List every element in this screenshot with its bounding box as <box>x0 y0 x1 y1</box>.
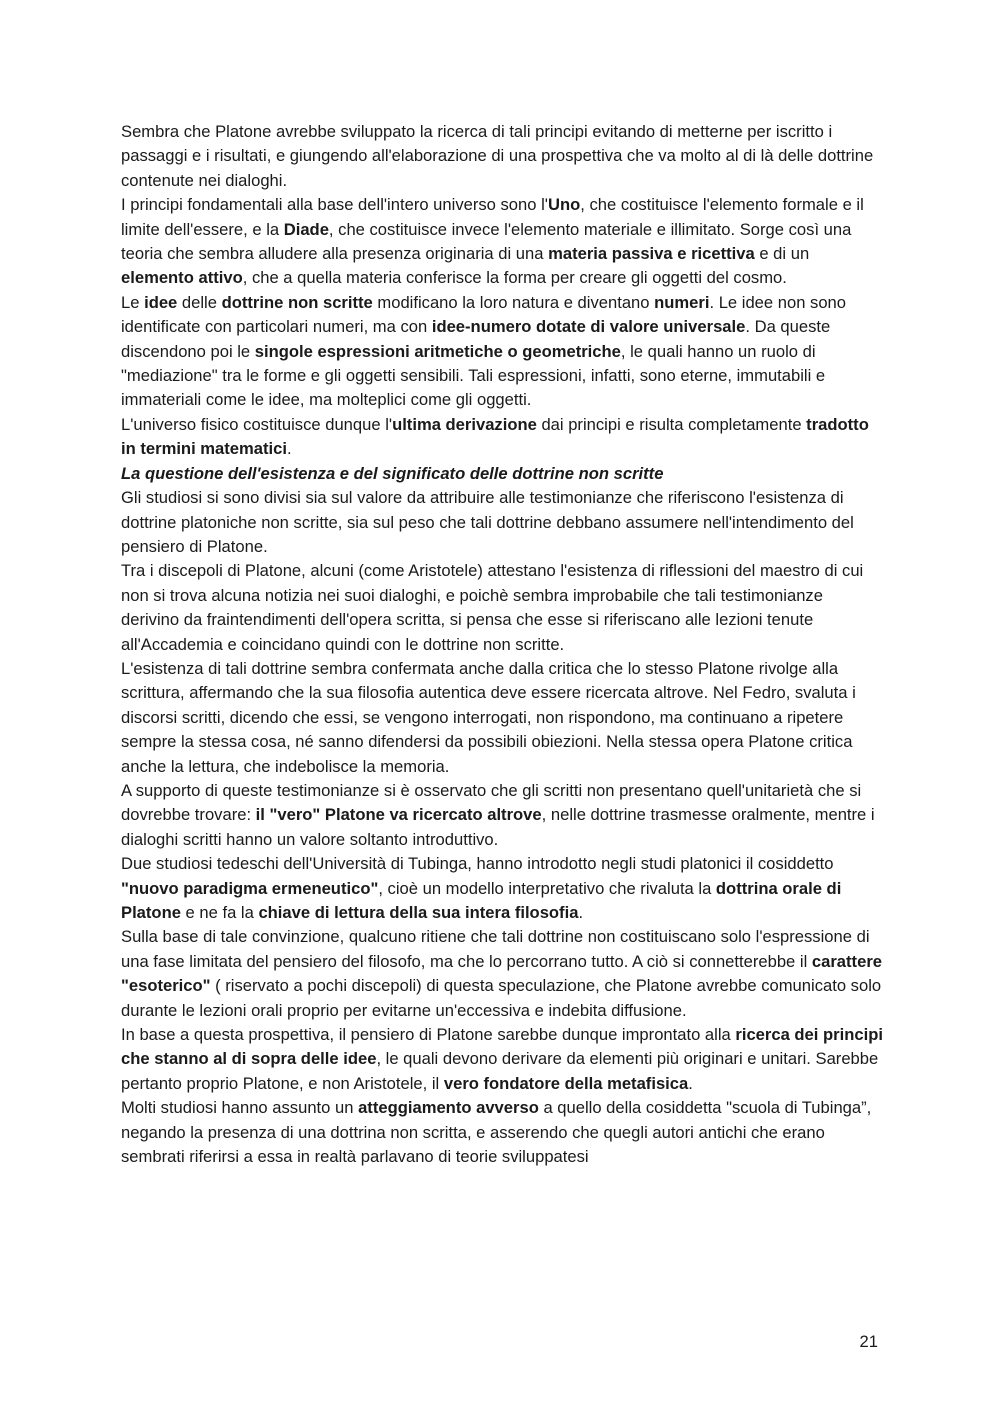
document-body <box>121 120 883 1169</box>
paragraph <box>121 486 883 559</box>
bold-text: atteggiamento avverso <box>358 1098 539 1118</box>
text-run: e ne fa la <box>180 903 259 922</box>
bold-italic-text: La questione dell'esistenza e del significato delle dottrine non scritte <box>121 463 664 483</box>
bold-text: idee <box>144 292 178 312</box>
bold-text: tradotto in termini matematici <box>121 414 869 459</box>
text-run: , che costituisce invece l'elemento materiale e illimitato. Sorge così una teoria che sembra alludere alla presenza originaria di una <box>121 219 852 264</box>
text-run: . Le idee non sono identificate con particolari numeri, ma con <box>121 292 847 337</box>
paragraph <box>121 120 883 193</box>
text-run: . Da queste discendono poi le <box>121 317 831 361</box>
bold-text: elemento attivo <box>121 268 243 288</box>
bold-text: Diade <box>283 219 329 239</box>
bold-text: "nuovo paradigma ermeneutico" <box>121 878 379 898</box>
text-run: Le <box>121 292 145 312</box>
text-run: ( riservato a pochi discepoli) di questa speculazione, che Platone avrebbe comunicato solo durante le lezioni orali proprio per evitarne un'eccessiva e indebita diffusione. <box>121 976 882 1020</box>
bold-text: idee-numero dotate di valore universale <box>431 317 746 337</box>
text-run: Due studiosi tedeschi dell'Università di Tubinga, hanno introdotto negli studi platonici il cosiddetto <box>121 854 834 874</box>
paragraph <box>121 559 883 657</box>
paragraph <box>121 925 883 1023</box>
paragraph <box>121 413 883 462</box>
bold-text: il "vero" Platone va ricercato altrove <box>255 805 542 825</box>
text-run: Molti studiosi hanno assunto un <box>121 1098 359 1118</box>
text-run: , le quali devono derivare da elementi più originari e unitari. Sarebbe pertanto proprio Platone, e non Aristotele, il <box>121 1049 879 1093</box>
paragraph <box>121 852 883 925</box>
text-run: , le quali hanno un ruolo di "mediazione" tra le forme e gli oggetti sensibili. Tali espressioni, infatti, sono eterne, immutabili e immateriali come le idee, ma molteplici come gli oggetti. <box>121 341 826 410</box>
text-run: A supporto di queste testimonianze si è osservato che gli scritti non presentano quell'unitarietà che si dovrebbe trovare: <box>121 780 862 825</box>
text-run: a quello della cosiddetta "scuola di Tubinga”, negando la presenza di una dottrina non scritta, e asserendo che quegli autori antichi che erano sembrati riferirsi a essa in realtà parlavano di teorie sviluppatesi <box>121 1098 872 1167</box>
text-run: , che a quella materia conferisce la forma per creare gli oggetti del cosmo. <box>242 268 787 288</box>
bold-text: dottrine non scritte <box>221 292 373 312</box>
page-number: 21 <box>859 1332 878 1351</box>
text-run: Gli studiosi si sono divisi sia sul valore da attribuire alle testimonianze che riferiscono l'esistenza di dottrine platoniche non scritte, sia sul peso che tali dottrine debbano assumere nell'intendimento del pensiero di Platone. <box>121 488 854 556</box>
text-run: . <box>688 1073 693 1093</box>
text-run: Sulla base di tale convinzione, qualcuno ritiene che tali dottrine non costituiscano solo l'espressione di una fase limitata del pensiero del filosofo, ma che lo percorrano tutto. A ciò si connetterebbe il <box>121 927 870 971</box>
bold-text: carattere "esoterico" <box>121 951 883 996</box>
paragraph <box>121 193 883 291</box>
text-run: , che costituisce l'elemento formale e il limite dell'essere, e la <box>121 195 864 239</box>
bold-text: ricerca dei principi che stanno al di sopra delle idee <box>121 1025 883 1069</box>
text-run: L'esistenza di tali dottrine sembra confermata anche dalla critica che lo stesso Platone rivolge alla scrittura, affermando che la sua filosofia autentica deve essere ricercata altrove. Nel Fedro, svaluta i discorsi scritti, dicendo che essi, se vengono interrogati, non rispondono, ma continuano a ripetere sempre la stessa cosa, né sanno difendersi da possibili obiezioni. Nella stessa opera Platone critica anche la lettura, che indebolisce la memoria. <box>121 658 856 776</box>
text-run: Tra i discepoli di Platone, alcuni (come Aristotele) attestano l'esistenza di riflessioni del maestro di cui non si trova alcuna notizia nei suoi dialoghi, e poichè sembra improbabile che tali testimonianze derivino da fraintendimenti dell'opera scritta, si pensa che esse si riferiscano alle lezioni tenute all'Accademia e coincidano quindi con le dottrine non scritte. <box>121 561 864 654</box>
text-run: . <box>287 439 292 459</box>
paragraph <box>121 1023 883 1096</box>
text-run: , cioè un modello interpretativo che rivaluta la <box>378 878 716 898</box>
text-run: dai principi e risulta completamente <box>536 414 807 434</box>
bold-text: chiave di lettura della sua intera filosofia <box>258 903 579 922</box>
bold-text: Uno <box>547 195 581 215</box>
text-run: Sembra che Platone avrebbe sviluppato la ricerca di tali principi evitando di metterne per iscritto i passaggi e i risultati, e giungendo all'elaborazione di una prospettiva che va molto al di là delle dottrine contenute nei dialoghi. <box>121 122 874 190</box>
text-run: delle <box>177 292 222 312</box>
bold-text: ultima derivazione <box>392 414 537 434</box>
paragraph <box>121 657 883 779</box>
text-run: I principi fondamentali alla base dell'intero universo sono l' <box>121 195 548 215</box>
text-run: L'universo fisico costituisce dunque l' <box>121 414 393 434</box>
text-run: modificano la loro natura e diventano <box>372 292 655 312</box>
bold-text: singole espressioni aritmetiche o geometriche <box>254 341 621 361</box>
text-run: , nelle dottrine trasmesse oralmente, mentre i dialoghi scritti hanno un valore soltanto introduttivo. <box>121 805 875 849</box>
bold-text: vero fondatore della metafisica <box>443 1073 689 1093</box>
paragraph <box>121 1096 883 1169</box>
section-heading <box>121 462 883 486</box>
bold-text: numeri <box>654 292 710 312</box>
text-run: e di un <box>754 244 810 264</box>
paragraph <box>121 291 883 413</box>
text-run: In base a questa prospettiva, il pensiero di Platone sarebbe dunque improntato alla <box>121 1025 736 1045</box>
bold-text: materia passiva e ricettiva <box>548 244 755 264</box>
bold-text: dottrina orale di Platone <box>121 878 842 922</box>
text-run: . <box>578 903 584 922</box>
paragraph <box>121 779 883 852</box>
